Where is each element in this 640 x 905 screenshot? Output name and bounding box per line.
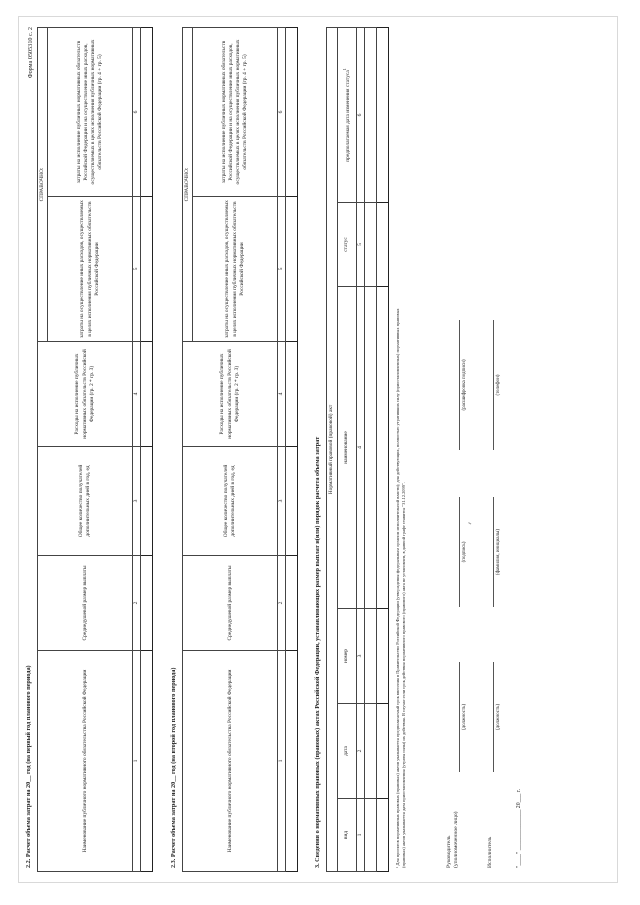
s23-head-col4: Расходы на исполнение публичных нормативных обязательств Российской Федерации (гр. 2 * гр. 3) [183,342,278,447]
s22-cell-5 [141,197,153,342]
s22-num-2: 2 [133,556,141,651]
executor-phone-line [493,320,494,450]
s3-head-nomer: номер [338,609,357,704]
executor-position-line [493,662,494,772]
s3-cell-2 [365,704,377,799]
s3-head-vid: вид [338,799,357,872]
s3-cell-6 [365,28,377,203]
s3-num-2: 2 [357,704,365,799]
s22-num-3: 3 [133,447,141,556]
s3-cell-5b [377,203,389,287]
footnote-line-2: (правовых) актов указывается дата приостановления (утраты силы) их действия. В случае если срок действия нормативного правового (правового) акта не установлен, в данной графе ставится "31.12.2099". [401,482,406,868]
s22-num-6: 6 [133,28,141,197]
s22-num-5: 5 [133,197,141,342]
s3-head-status: статус [338,203,357,287]
executor-fio-caption: (фамилия, инициалы) [496,528,501,576]
executor-position-caption: (должность) [496,703,501,731]
s3-cell-1 [365,799,377,872]
head-signature-line [459,497,460,607]
s3-cell-2b [377,704,389,799]
s3-head-naim: наименование [338,287,357,609]
section-2-3-table [182,27,298,872]
s23-head-col6: затраты на исполнение публичных нормативных обязательств Российской Федерации и на осуществление иных расходов, осуществляемых в целях исполнения публичных нормативных обязательств Российской Федерации (гр. 4 + гр. 5) [193,28,278,197]
s23-cell-4 [286,342,298,447]
s22-cell-2 [141,556,153,651]
s22-head-col5: затраты на осуществление иных расходов, осуществляемых в целях исполнения публичных нормативных обязательств Российской Федерации [48,197,133,342]
s3-num-3: 3 [357,609,365,704]
s22-num-4: 4 [133,342,141,447]
s3-cell-4 [365,287,377,609]
head-name-caption: (расшифровка подписи) [462,359,467,411]
s23-num-5: 5 [278,197,286,342]
s22-cell-4 [141,342,153,447]
s23-head-col5: затраты на осуществление иных расходов, осуществляемых в целях исполнения публичных нормативных обязательств Российской Федерации [193,197,278,342]
s3-footnote-mark: 1 [342,68,348,71]
s3-cell-6b [377,28,389,203]
s23-head-group: СПРАВОЧНО: [183,28,193,342]
head-position-caption: (должность) [462,703,467,731]
s3-cell-5 [365,203,377,287]
s23-cell-6 [286,28,298,197]
s3-head-group: Нормативный правовой (правовой) акт [327,28,338,872]
s22-cell-6 [141,28,153,197]
document-page [18,16,618,883]
s23-head-col1: Наименование публичного нормативного обязательства Российской Федерации [183,651,278,872]
s3-head-data: дата [338,704,357,799]
s3-cell-1b [377,799,389,872]
s22-cell-3 [141,447,153,556]
s22-head-col3: Общее количество получателей дополнительных дней в год, ед [38,447,133,556]
s3-num-4: 4 [357,287,365,609]
s22-num-1: 1 [133,651,141,872]
s23-num-1: 1 [278,651,286,872]
date-line: "____" ______________ 20___ г. [516,789,522,868]
s23-num-3: 3 [278,447,286,556]
head-name-line [459,320,460,450]
scan-smudge-mark [468,520,473,525]
executor-fio-line [493,497,494,607]
s23-cell-5 [286,197,298,342]
s22-head-col4: Расходы на исполнение публичных нормативных обязательств Российской Федерации (гр. 2 * гр. 3) [38,342,133,447]
s23-num-6: 6 [278,28,286,197]
s22-head-col1: Наименование публичного нормативного обязательства Российской Федерации [38,651,133,872]
s23-num-2: 2 [278,556,286,651]
form-label: Форма 0505310 с. 2 [27,27,34,79]
s22-head-col6: затраты на исполнение публичных нормативных обязательств Российской Федерации и на осуществление иных расходов, осуществляемых в целях исполнения публичных нормативных обязательств Российской Федерации (гр. 4 + гр. 5) [48,28,133,197]
s23-head-col3: Общее количество получателей дополнительных дней в год, ед [183,447,278,556]
footnote-line-1: ¹ Для проектов нормативных правовых (правовых) актов указывается предполагаемый срок внесения в Правительство Российской Федерации (утверждения федеральным органом исполнительной власти); для действующих, полностью утративших силу (приостановленных) нормативных правовых [395,308,400,868]
s23-head-col2: Среднедушевой размер выплаты [183,556,278,651]
s22-head-group: СПРАВОЧНО: [38,28,48,342]
s23-cell-3 [286,447,298,556]
s3-num-6: 6 [357,28,365,203]
s3-cell-4b [377,287,389,609]
section-3-table [326,27,389,872]
executor-label: Исполнитель [487,836,493,868]
s3-head-date-change [338,28,357,203]
s3-num-5: 5 [357,203,365,287]
s22-cell-1 [141,651,153,872]
executor-phone-caption: (телефон) [496,374,501,396]
s23-num-4: 4 [278,342,286,447]
section-2-2-title: 2.2. Расчет объема затрат на 20__ год (на первый год планового периода) [25,665,32,868]
head-position-line [459,662,460,772]
s22-head-col2: Среднедушевой размер выплаты [38,556,133,651]
s23-cell-1 [286,651,298,872]
head-signature-caption: (подпись) [462,541,467,563]
head-label: Руководитель (уполномоченное лицо) [446,811,459,868]
s3-cell-3b [377,609,389,704]
s3-num-1: 1 [357,799,365,872]
section-3-title: 3. Сведения о нормативных правовых (правовых) актах Российской Федерации, устанавливающих размер выплат и(или) порядок расчета объема затрат [314,436,321,868]
section-2-3-title: 2.3. Расчет объема затрат на 20__ год (на второй год планового периода) [170,667,177,868]
s3-cell-3 [365,609,377,704]
s23-cell-2 [286,556,298,651]
section-2-2-table [37,27,153,872]
s3-head-date-change-text: предполагаемая дата изменения статуса [344,70,351,162]
